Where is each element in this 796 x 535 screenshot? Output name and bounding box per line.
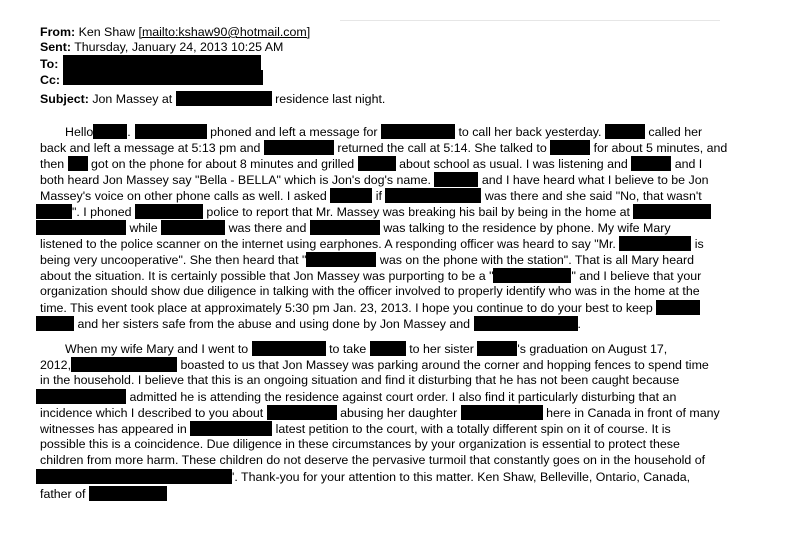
p1-text: was on the phone with the station". That is all Mary heard — [379, 253, 695, 267]
redaction — [68, 156, 88, 171]
redaction — [358, 156, 396, 171]
p2-text: admitted he is attending the residence against court order. I also find it particularly disturbing that an — [129, 390, 677, 404]
p1-text: was there and she said "No, that wasn't — [484, 189, 702, 203]
redaction — [36, 220, 126, 235]
p1-text: listened to the police scanner on the internet using earphones. A responding officer was heard to say "Mr. — [40, 237, 616, 251]
from-label: From: — [40, 25, 76, 39]
redaction — [36, 389, 126, 404]
p1-text: then — [40, 157, 65, 171]
p1-line-10 — [40, 268, 701, 283]
redaction — [71, 357, 177, 372]
redaction — [93, 124, 127, 139]
redaction — [310, 220, 380, 235]
to-line — [40, 57, 58, 71]
p1-text: Hello — [65, 125, 94, 139]
sent-label: Sent: — [40, 40, 71, 54]
redaction — [36, 316, 74, 331]
p1-text: was there and — [228, 221, 307, 235]
p2-text: father of — [40, 487, 86, 501]
redaction — [550, 140, 590, 155]
p1-line-9 — [40, 252, 694, 267]
p1-text: while — [129, 221, 158, 235]
p2-text: witnesses has appeared in — [40, 422, 187, 436]
p2-line-7 — [40, 437, 680, 451]
redaction — [605, 124, 645, 139]
p2-line-4 — [36, 389, 676, 404]
subject-post: residence last night. — [275, 92, 386, 106]
p1-text: . — [127, 125, 131, 139]
p1-text: to call her back yesterday. — [458, 125, 602, 139]
header-remnant-line — [340, 20, 720, 21]
redaction — [493, 268, 571, 283]
p1-text: . — [577, 317, 581, 331]
redaction-cc — [63, 70, 263, 85]
p2-text: in the household. I believe that this is an ongoing situation and find it disturbing that he has not been caught because — [40, 373, 680, 387]
p1-text: being very uncooperative". She then heard that " — [40, 253, 307, 267]
p1-text: got on the phone for about 8 minutes and grilled — [91, 157, 355, 171]
p2-text: 2012, — [40, 358, 72, 372]
p2-line-6 — [40, 421, 671, 436]
p1-text: about school as usual. I was listening and — [399, 157, 628, 171]
p1-line-13 — [36, 316, 581, 331]
p1-text: " and I believe that your — [571, 269, 702, 283]
p1-text: phoned and left a message for — [210, 125, 378, 139]
redaction — [89, 486, 167, 501]
p2-line-9 — [36, 469, 690, 484]
redaction — [135, 204, 203, 219]
redaction — [252, 341, 326, 356]
p2-text: abusing her daughter — [340, 406, 458, 420]
p2-text: 's graduation on August 17, — [517, 342, 668, 356]
p2-text: incidence which I described to you about — [40, 406, 264, 420]
subject-pre: Jon Massey at — [92, 92, 173, 106]
p1-text: was talking to the residence by phone. My wife Mary — [383, 221, 671, 235]
subject-label: Subject: — [40, 92, 89, 106]
redaction — [434, 172, 478, 187]
p1-line-4 — [40, 172, 709, 187]
p2-text: to take — [329, 342, 367, 356]
redaction — [461, 405, 543, 420]
p1-text: called her — [648, 125, 703, 139]
p2-line-10 — [40, 486, 167, 501]
p1-text: both heard Jon Massey say "Bella - BELLA" which is Jon's dog's name. — [40, 173, 431, 187]
redaction — [135, 124, 207, 139]
p1-text: for about 5 minutes, and — [593, 141, 728, 155]
p1-text: organization should show due diligence in talking with the officer involved to properly identify who was in the home at the — [40, 284, 700, 298]
p2-text: When my wife Mary and I went to — [65, 342, 249, 356]
p1-line-12 — [40, 300, 700, 315]
subject-line — [40, 91, 385, 106]
redaction — [36, 469, 232, 484]
p2-line-3 — [40, 373, 679, 387]
from-line — [40, 25, 310, 39]
p1-text: ". I phoned — [72, 205, 132, 219]
p1-text: returned the call at 5:14. She talked to — [337, 141, 547, 155]
p1-text: and her sisters safe from the abuse and using done by Jon Massey and — [77, 317, 471, 331]
cc-line — [40, 73, 60, 87]
redaction-to — [63, 55, 261, 70]
cc-label: Cc: — [40, 73, 60, 87]
p2-text: children from more harm. These children do not deserve the pervasive turmoil that constantly goes on in the household of — [40, 453, 706, 467]
p1-text: and I — [674, 157, 703, 171]
p2-line-5 — [40, 405, 720, 420]
p2-text: here in Canada in front of many — [546, 406, 720, 420]
p1-line-11 — [40, 284, 700, 298]
p1-text: if — [375, 189, 382, 203]
redaction — [656, 300, 700, 315]
to-label: To: — [40, 57, 59, 71]
redaction — [264, 140, 334, 155]
redaction — [330, 188, 372, 203]
from-name: Ken Shaw — [78, 25, 136, 39]
p1-line-8 — [40, 236, 704, 251]
p1-text: police to report that Mr. Massey was breaking his bail by being in the home at — [206, 205, 630, 219]
redaction — [370, 341, 406, 356]
p2-text: latest petition to the court, with a totally different spin on it of course. It is — [275, 422, 671, 436]
p2-text: possible this is a coincidence. Due diligence in these circumstances by your organization is essential to protect these — [40, 437, 680, 451]
p2-text: boasted to us that Jon Massey was parking around the corner and hopping fences to spend time — [180, 358, 709, 372]
p1-text: is — [694, 237, 704, 251]
redaction-subject — [176, 91, 272, 106]
from-email-link[interactable]: [mailto:kshaw90@hotmail.com] — [138, 25, 311, 39]
p1-line-3 — [40, 156, 702, 171]
redaction — [381, 124, 455, 139]
redaction — [267, 405, 337, 420]
sent-line — [40, 40, 283, 54]
redaction — [161, 220, 225, 235]
sent-value: Thursday, January 24, 2013 10:25 AM — [74, 40, 284, 54]
p2-line-8 — [40, 453, 705, 467]
p1-text: Massey's voice on other phone calls as well. I asked — [40, 189, 327, 203]
p2-text: to her sister — [409, 342, 474, 356]
p1-line-6 — [36, 204, 711, 219]
p1-text: and I have heard what I believe to be Jon — [481, 173, 709, 187]
p2-line-1 — [65, 341, 667, 356]
redaction — [619, 236, 691, 251]
redaction — [306, 252, 376, 267]
redaction — [36, 204, 72, 219]
redaction — [385, 188, 481, 203]
p1-line-2 — [40, 140, 727, 155]
p1-line-7 — [36, 220, 671, 235]
p1-line-5 — [40, 188, 702, 203]
p1-text: back and left a message at 5:13 pm and — [40, 141, 261, 155]
redaction — [474, 316, 578, 331]
p2-text: '. Thank-you for your attention to this matter. Ken Shaw, Belleville, Ontario, Canada, — [232, 470, 691, 484]
p1-line-1 — [65, 124, 702, 139]
p2-line-2 — [40, 357, 709, 372]
redaction — [631, 156, 671, 171]
redaction — [477, 341, 517, 356]
redaction — [633, 204, 711, 219]
redaction — [190, 421, 272, 436]
p1-text: time. This event took place at approximately 5:30 pm Jan. 23, 2013. I hope you continue to do your best to keep — [40, 301, 653, 315]
p1-text: about the situation. It is certainly possible that Jon Massey was purporting to be a " — [40, 269, 494, 283]
